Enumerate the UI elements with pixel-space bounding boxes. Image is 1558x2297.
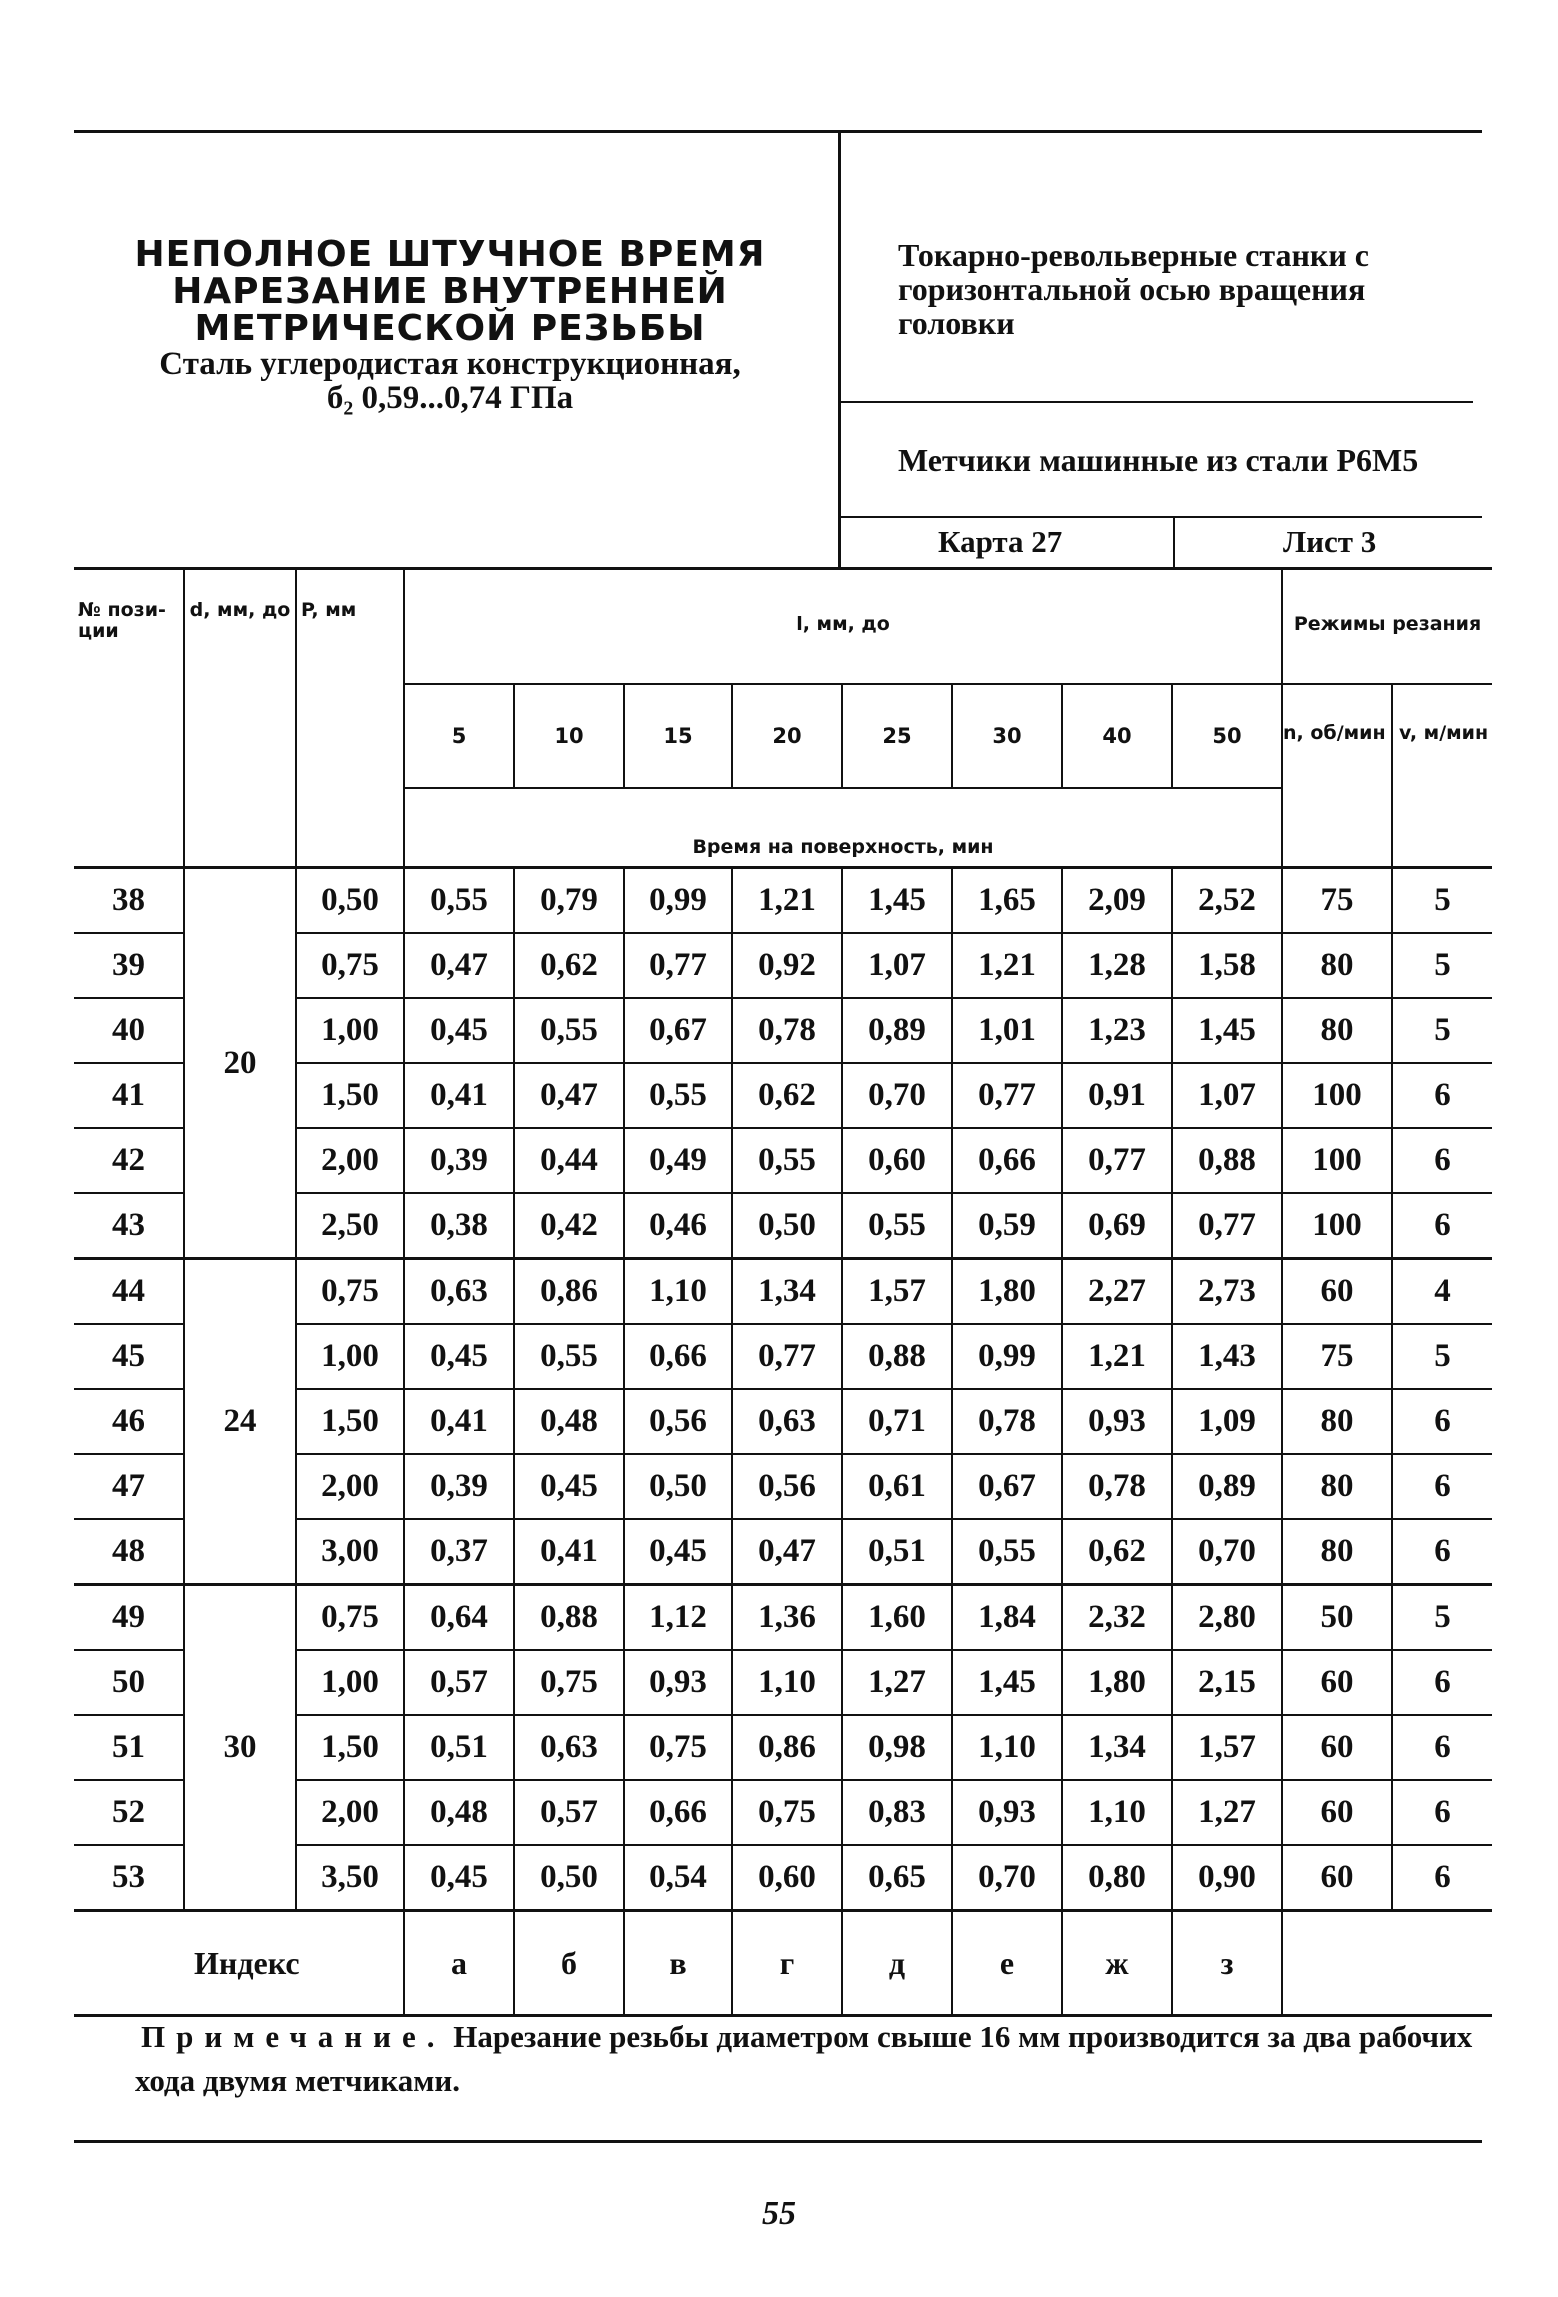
cell-time: 0,78 — [1062, 1454, 1172, 1519]
cell-time: 0,57 — [514, 1780, 624, 1845]
cell-time: 0,51 — [842, 1519, 952, 1585]
index-letter: е — [952, 1911, 1062, 2016]
bottom-rule — [74, 2140, 1482, 2143]
cell-time: 2,09 — [1062, 868, 1172, 934]
cell-pitch: 3,00 — [296, 1519, 404, 1585]
cell-time: 0,55 — [952, 1519, 1062, 1585]
cell-speed: 6 — [1434, 1859, 1451, 1895]
cell-pitch: 0,50 — [296, 868, 404, 934]
cell-time: 0,55 — [514, 1324, 624, 1389]
header-l-50: 50 — [1172, 684, 1282, 788]
header-l-10: 10 — [514, 684, 624, 788]
cell-speed: 6 — [1434, 1729, 1451, 1765]
cell-diameter: 24 — [184, 1259, 296, 1585]
cell-pitch: 0,75 — [296, 1259, 404, 1325]
cell-time: 0,45 — [514, 1454, 624, 1519]
cell-time: 0,62 — [1062, 1519, 1172, 1585]
cell-time: 2,73 — [1172, 1259, 1282, 1325]
cell-position: 43 — [74, 1193, 184, 1259]
cell-time: 2,32 — [1062, 1585, 1172, 1651]
cell-time: 2,52 — [1172, 868, 1282, 934]
header-length: l, мм, до — [404, 569, 1282, 684]
cell-pitch: 1,00 — [296, 998, 404, 1063]
cell-time: 0,50 — [624, 1454, 732, 1519]
cell-position: 39 — [74, 933, 184, 998]
cell-time: 0,63 — [404, 1259, 514, 1325]
cell-time: 1,21 — [1062, 1324, 1172, 1389]
cell-time: 0,93 — [952, 1780, 1062, 1845]
index-letter: з — [1172, 1911, 1282, 2016]
cell-rpm: 80 — [1282, 1389, 1392, 1454]
table-body — [74, 868, 1492, 1911]
cell-rpm: 60 — [1282, 1715, 1392, 1780]
machine-rule — [838, 401, 1473, 403]
cell-time: 1,10 — [624, 1259, 732, 1325]
cell-time: 0,71 — [842, 1389, 952, 1454]
cell-rpm: 100 — [1282, 1128, 1392, 1193]
cell-diameter: 30 — [184, 1585, 296, 1911]
index-label: Индекс — [74, 1911, 404, 2016]
top-rule — [74, 130, 1482, 133]
cell-rpm: 75 — [1282, 868, 1392, 934]
cell-speed: 6 — [1434, 1077, 1451, 1113]
cell-time: 2,27 — [1062, 1259, 1172, 1325]
cell-time: 0,69 — [1062, 1193, 1172, 1259]
tool-rule — [838, 516, 1482, 518]
cell-time: 0,83 — [842, 1780, 952, 1845]
cell-rpm: 100 — [1282, 1193, 1392, 1259]
cell-time: 0,61 — [842, 1454, 952, 1519]
note-text: Нарезание резьбы диаметром свыше 16 мм производится за два рабочих хода двумя метчиками. — [135, 2019, 1473, 2098]
card-number: Карта 27 — [938, 524, 1063, 559]
cell-pitch: 2,00 — [296, 1128, 404, 1193]
cell-time: 0,50 — [514, 1845, 624, 1911]
cell-time: 1,12 — [624, 1585, 732, 1651]
cell-rpm: 80 — [1282, 1454, 1392, 1519]
cell-time: 0,63 — [732, 1389, 842, 1454]
cell-time: 0,77 — [624, 933, 732, 998]
cell-position: 45 — [74, 1324, 184, 1389]
cell-time: 0,55 — [732, 1128, 842, 1193]
cell-time: 0,39 — [404, 1454, 514, 1519]
cell-speed: 4 — [1434, 1273, 1451, 1309]
cell-time: 0,78 — [952, 1389, 1062, 1454]
cell-speed: 6 — [1434, 1403, 1451, 1439]
header-l-20: 20 — [732, 684, 842, 788]
cell-time: 0,99 — [952, 1324, 1062, 1389]
header-l-40: 40 — [1062, 684, 1172, 788]
cell-time: 0,77 — [952, 1063, 1062, 1128]
cell-speed: 5 — [1434, 1599, 1451, 1635]
cell-time: 0,88 — [514, 1585, 624, 1651]
cell-time: 0,79 — [514, 868, 624, 934]
header-modes: Режимы резания — [1282, 569, 1492, 684]
cell-position: 51 — [74, 1715, 184, 1780]
cell-time: 0,93 — [624, 1650, 732, 1715]
cell-diameter: 20 — [184, 868, 296, 1259]
cell-pitch: 2,50 — [296, 1193, 404, 1259]
cell-rpm: 50 — [1282, 1585, 1392, 1651]
cell-time: 1,57 — [1172, 1715, 1282, 1780]
cell-time: 0,41 — [404, 1063, 514, 1128]
cell-time: 0,57 — [404, 1650, 514, 1715]
cell-position: 38 — [74, 868, 184, 934]
cell-pitch: 2,00 — [296, 1780, 404, 1845]
header-l-15: 15 — [624, 684, 732, 788]
index-empty — [1282, 1911, 1492, 2016]
table-row — [74, 868, 1492, 934]
cell-time: 1,65 — [952, 868, 1062, 934]
cell-time: 0,66 — [624, 1324, 732, 1389]
card-divider — [1173, 516, 1175, 567]
cell-time: 0,75 — [732, 1780, 842, 1845]
header-diameter: d, мм, до — [184, 569, 296, 868]
cell-pitch: 1,50 — [296, 1715, 404, 1780]
tool-type: Метчики машинные из стали Р6М5 — [898, 442, 1419, 478]
cell-time: 1,84 — [952, 1585, 1062, 1651]
cell-position: 44 — [74, 1259, 184, 1325]
cell-time: 0,63 — [514, 1715, 624, 1780]
cell-position: 40 — [74, 998, 184, 1063]
cell-time: 2,80 — [1172, 1585, 1282, 1651]
cell-time: 0,66 — [952, 1128, 1062, 1193]
cell-rpm: 80 — [1282, 933, 1392, 998]
cell-position: 47 — [74, 1454, 184, 1519]
cell-time: 0,89 — [842, 998, 952, 1063]
cell-position: 49 — [74, 1585, 184, 1651]
cell-rpm: 60 — [1282, 1780, 1392, 1845]
cell-time: 0,64 — [404, 1585, 514, 1651]
cell-time: 0,47 — [732, 1519, 842, 1585]
cell-time: 0,75 — [624, 1715, 732, 1780]
cell-rpm: 60 — [1282, 1845, 1392, 1911]
cell-time: 0,62 — [732, 1063, 842, 1128]
cell-time: 0,37 — [404, 1519, 514, 1585]
cell-time: 0,50 — [732, 1193, 842, 1259]
cell-time: 1,45 — [952, 1650, 1062, 1715]
cell-time: 0,51 — [404, 1715, 514, 1780]
cell-pitch: 2,00 — [296, 1454, 404, 1519]
cell-time: 0,55 — [842, 1193, 952, 1259]
cell-time: 0,67 — [624, 998, 732, 1063]
cell-speed: 6 — [1434, 1468, 1451, 1504]
cell-time: 0,45 — [624, 1519, 732, 1585]
cell-time: 0,99 — [624, 868, 732, 934]
title-line-1: НЕПОЛНОЕ ШТУЧНОЕ ВРЕМЯ — [134, 234, 766, 275]
cell-time: 0,91 — [1062, 1063, 1172, 1128]
cell-time: 0,45 — [404, 1845, 514, 1911]
time-table — [74, 567, 1492, 2017]
cell-time: 0,92 — [732, 933, 842, 998]
title-block — [80, 236, 820, 415]
cell-rpm: 60 — [1282, 1650, 1392, 1715]
cell-time: 1,27 — [842, 1650, 952, 1715]
index-letter: а — [404, 1911, 514, 2016]
cell-time: 0,86 — [732, 1715, 842, 1780]
cell-time: 0,48 — [404, 1780, 514, 1845]
header-position: № пози-ции — [74, 569, 184, 868]
cell-position: 46 — [74, 1389, 184, 1454]
cell-speed: 6 — [1434, 1207, 1451, 1243]
cell-speed: 6 — [1434, 1533, 1451, 1569]
cell-rpm: 75 — [1282, 1324, 1392, 1389]
cell-time: 1,57 — [842, 1259, 952, 1325]
material-line: Сталь углеродистая конструкционная, — [159, 346, 741, 382]
cell-position: 42 — [74, 1128, 184, 1193]
cell-time: 0,78 — [732, 998, 842, 1063]
cell-time: 1,43 — [1172, 1324, 1282, 1389]
index-letter: ж — [1062, 1911, 1172, 2016]
cell-time: 0,44 — [514, 1128, 624, 1193]
cell-time: 0,77 — [732, 1324, 842, 1389]
cell-time: 1,10 — [1062, 1780, 1172, 1845]
cell-time: 0,39 — [404, 1128, 514, 1193]
cell-time: 0,93 — [1062, 1389, 1172, 1454]
cell-time: 0,41 — [514, 1519, 624, 1585]
cell-time: 0,38 — [404, 1193, 514, 1259]
cell-time: 0,45 — [404, 998, 514, 1063]
cell-time: 1,80 — [1062, 1650, 1172, 1715]
cell-time: 0,88 — [1172, 1128, 1282, 1193]
cell-time: 1,01 — [952, 998, 1062, 1063]
table-header — [74, 569, 1492, 868]
sheet-number: Лист 3 — [1283, 524, 1377, 559]
cell-time: 0,60 — [842, 1128, 952, 1193]
cell-pitch: 0,75 — [296, 933, 404, 998]
header-l-30: 30 — [952, 684, 1062, 788]
cell-time: 0,98 — [842, 1715, 952, 1780]
cell-time: 1,58 — [1172, 933, 1282, 998]
header-rpm: n, об/мин — [1282, 684, 1392, 868]
cell-rpm: 60 — [1282, 1259, 1392, 1325]
cell-time: 0,60 — [732, 1845, 842, 1911]
table-footer — [74, 1911, 1492, 2016]
cell-time: 1,23 — [1062, 998, 1172, 1063]
header-l-5: 5 — [404, 684, 514, 788]
cell-time: 0,56 — [624, 1389, 732, 1454]
cell-position: 41 — [74, 1063, 184, 1128]
cell-time: 0,46 — [624, 1193, 732, 1259]
cell-speed: 5 — [1434, 882, 1451, 918]
strength-line: б₂ 0,59...0,74 ГПа — [326, 380, 574, 416]
cell-time: 1,10 — [732, 1650, 842, 1715]
cell-time: 0,48 — [514, 1389, 624, 1454]
cell-time: 0,56 — [732, 1454, 842, 1519]
cell-speed: 5 — [1434, 1338, 1451, 1374]
cell-time: 0,90 — [1172, 1845, 1282, 1911]
cell-rpm: 100 — [1282, 1063, 1392, 1128]
cell-time: 0,47 — [514, 1063, 624, 1128]
index-letter: б — [514, 1911, 624, 2016]
machine-type: Токарно-револьверные станки с горизонтальной осью вращения головки — [898, 237, 1369, 341]
cell-position: 50 — [74, 1650, 184, 1715]
header-time: Время на поверхность, мин — [404, 788, 1282, 868]
cell-time: 0,54 — [624, 1845, 732, 1911]
cell-speed: 5 — [1434, 1012, 1451, 1048]
cell-position: 52 — [74, 1780, 184, 1845]
cell-pitch: 1,50 — [296, 1389, 404, 1454]
cell-rpm: 80 — [1282, 1519, 1392, 1585]
cell-time: 1,36 — [732, 1585, 842, 1651]
cell-time: 1,34 — [732, 1259, 842, 1325]
cell-time: 0,62 — [514, 933, 624, 998]
cell-time: 0,59 — [952, 1193, 1062, 1259]
cell-time: 1,60 — [842, 1585, 952, 1651]
cell-time: 1,07 — [842, 933, 952, 998]
cell-time: 1,09 — [1172, 1389, 1282, 1454]
cell-time: 0,45 — [404, 1324, 514, 1389]
cell-time: 1,28 — [1062, 933, 1172, 998]
cell-rpm: 80 — [1282, 998, 1392, 1063]
header-divider — [838, 130, 841, 567]
cell-time: 1,21 — [732, 868, 842, 934]
cell-speed: 6 — [1434, 1664, 1451, 1700]
table-row — [74, 1259, 1492, 1325]
cell-speed: 5 — [1434, 947, 1451, 983]
cell-time: 0,55 — [624, 1063, 732, 1128]
cell-time: 0,77 — [1172, 1193, 1282, 1259]
cell-time: 0,70 — [842, 1063, 952, 1128]
cell-speed: 6 — [1434, 1142, 1451, 1178]
cell-time: 0,47 — [404, 933, 514, 998]
cell-time: 0,75 — [514, 1650, 624, 1715]
cell-time: 1,45 — [842, 868, 952, 934]
cell-time: 0,89 — [1172, 1454, 1282, 1519]
cell-time: 1,10 — [952, 1715, 1062, 1780]
cell-time: 2,15 — [1172, 1650, 1282, 1715]
cell-position: 48 — [74, 1519, 184, 1585]
index-letter: в — [624, 1911, 732, 2016]
cell-time: 0,67 — [952, 1454, 1062, 1519]
cell-time: 1,34 — [1062, 1715, 1172, 1780]
cell-time: 1,80 — [952, 1259, 1062, 1325]
title-line-3: МЕТРИЧЕСКОЙ РЕЗЬБЫ — [194, 308, 706, 349]
header-speed: v, м/мин — [1399, 721, 1489, 744]
table-row — [74, 1585, 1492, 1651]
cell-time: 0,49 — [624, 1128, 732, 1193]
cell-time: 0,86 — [514, 1259, 624, 1325]
cell-time: 0,70 — [952, 1845, 1062, 1911]
cell-time: 0,41 — [404, 1389, 514, 1454]
cell-time: 1,21 — [952, 933, 1062, 998]
cell-pitch: 3,50 — [296, 1845, 404, 1911]
header-pitch: P, мм — [296, 569, 404, 868]
cell-pitch: 1,00 — [296, 1324, 404, 1389]
cell-time: 0,66 — [624, 1780, 732, 1845]
cell-speed: 6 — [1434, 1794, 1451, 1830]
page-number: 55 — [762, 2195, 796, 2232]
header-l-25: 25 — [842, 684, 952, 788]
cell-pitch: 1,00 — [296, 1650, 404, 1715]
cell-pitch: 0,75 — [296, 1585, 404, 1651]
cell-time: 0,55 — [404, 868, 514, 934]
note — [135, 2015, 1485, 2103]
note-label: Примечание. — [141, 2019, 446, 2054]
cell-time: 0,88 — [842, 1324, 952, 1389]
index-letter: г — [732, 1911, 842, 2016]
cell-time: 0,42 — [514, 1193, 624, 1259]
index-letter: д — [842, 1911, 952, 2016]
cell-position: 53 — [74, 1845, 184, 1911]
cell-time: 0,80 — [1062, 1845, 1172, 1911]
cell-time: 0,55 — [514, 998, 624, 1063]
cell-time: 0,65 — [842, 1845, 952, 1911]
cell-time: 1,07 — [1172, 1063, 1282, 1128]
title-line-2: НАРЕЗАНИЕ ВНУТРЕННЕЙ — [172, 271, 728, 312]
cell-time: 1,45 — [1172, 998, 1282, 1063]
cell-time: 0,77 — [1062, 1128, 1172, 1193]
cell-pitch: 1,50 — [296, 1063, 404, 1128]
cell-time: 1,27 — [1172, 1780, 1282, 1845]
cell-time: 0,70 — [1172, 1519, 1282, 1585]
